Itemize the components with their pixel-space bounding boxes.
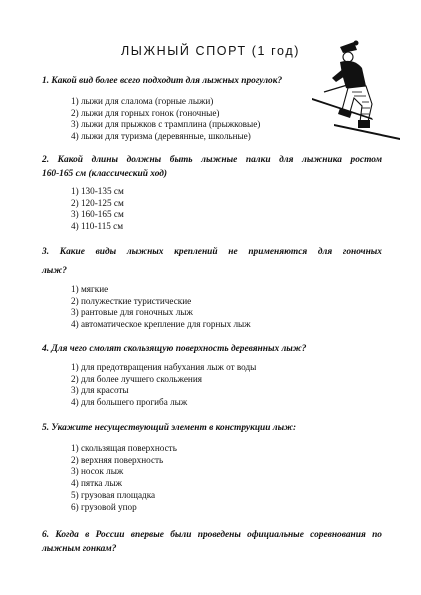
option: 2) верхняя поверхность bbox=[71, 454, 164, 465]
question-2-options bbox=[71, 186, 124, 233]
option: 4) 110-115 см bbox=[71, 221, 124, 232]
option: 2) 120-125 см bbox=[71, 197, 124, 208]
question-6-line-1: 6. Когда в России впервые были проведены официальные соревнования по bbox=[42, 530, 382, 540]
option: 2) лыжи для горных гонок (гоночные) bbox=[71, 107, 220, 118]
option: 1) 130-135 см bbox=[71, 186, 124, 196]
option: 1) для предотвращения набухания лыж от воды bbox=[71, 362, 257, 372]
option: 4) автоматическое крепление для горных лыж bbox=[71, 319, 251, 330]
option: 3) 160-165 см bbox=[71, 209, 124, 220]
option: 2) полужесткие туристические bbox=[71, 295, 192, 306]
option: 3) для красоты bbox=[71, 385, 129, 396]
page-title: ЛЫЖНЫЙ СПОРТ (1 год) bbox=[121, 44, 300, 58]
option: 3) лыжи для прыжков с трамплина (прыжковые) bbox=[71, 119, 261, 130]
option: 3) носок лыж bbox=[71, 466, 124, 477]
question-3-line-2: лыж? bbox=[42, 266, 67, 276]
option: 1) скользящая поверхность bbox=[71, 443, 177, 453]
option: 4) лыжи для туризма (деревянные, школьные) bbox=[71, 131, 251, 142]
option: 3) рантовые для гоночных лыж bbox=[71, 307, 193, 318]
question-6-line-2: лыжным гонкам? bbox=[42, 544, 117, 554]
question-4-options bbox=[71, 362, 256, 409]
option: 1) лыжи для слалома (горные лыжи) bbox=[71, 96, 214, 106]
question-2-line-2: 160-165 см (классический ход) bbox=[42, 169, 168, 179]
question-1: 1. Какой вид более всего подходит для лыжных прогулок? bbox=[42, 76, 283, 86]
option: 4) пятка лыж bbox=[71, 478, 122, 489]
option: 2) для более лучшего скольжения bbox=[71, 373, 202, 384]
option: 6) грузовой упор bbox=[71, 501, 137, 512]
option: 4) для большего прогиба лыж bbox=[71, 397, 188, 408]
skier-illustration bbox=[310, 38, 402, 140]
question-4: 4. Для чего смолят скользящую поверхность деревянных лыж? bbox=[42, 344, 307, 354]
question-3-options bbox=[71, 284, 251, 331]
option: 5) грузовая площадка bbox=[71, 489, 156, 500]
question-3-line-1: 3. Какие виды лыжных креплений не применяются для гоночных bbox=[42, 247, 382, 257]
question-5: 5. Укажите несуществующий элемент в конструкции лыж: bbox=[42, 423, 297, 433]
option: 1) мягкие bbox=[71, 284, 109, 294]
question-2-line-1: 2. Какой длины должны быть лыжные палки для лыжника ростом bbox=[42, 155, 382, 165]
question-1-options bbox=[71, 96, 260, 143]
question-5-options bbox=[71, 443, 177, 513]
